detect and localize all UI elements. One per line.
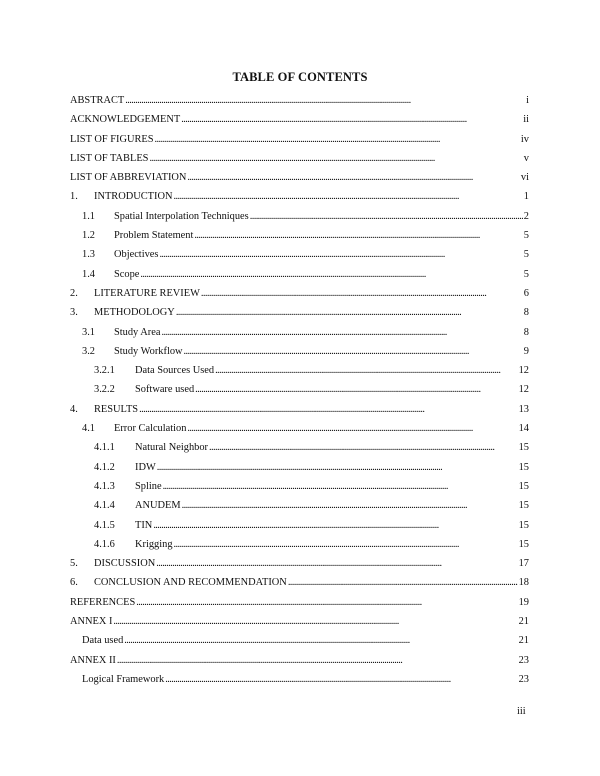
toc-entry-number: 4.1.3 — [94, 480, 115, 492]
toc-entry-number: 4.1 — [82, 423, 95, 435]
toc-entry-number: 4. — [70, 403, 78, 415]
dot-leader — [195, 380, 517, 399]
toc-entry[interactable] — [70, 612, 529, 631]
toc-entry[interactable] — [70, 91, 529, 110]
toc-entry[interactable] — [70, 535, 529, 554]
toc-entry-page: i — [526, 95, 529, 106]
page-title: TABLE OF CONTENTS — [232, 70, 368, 84]
toc-entry-number: 3. — [70, 307, 78, 319]
toc-entry[interactable] — [70, 284, 529, 303]
dot-leader — [184, 342, 523, 361]
toc-entry[interactable] — [70, 477, 529, 496]
toc-entry-page: ii — [523, 114, 529, 126]
toc-entry[interactable] — [70, 149, 529, 168]
toc-entry-label: Data Sources Used — [135, 365, 215, 377]
toc-entry-label: METHODOLOGY — [94, 307, 175, 319]
toc-entry-label: Natural Neighbor — [135, 442, 208, 454]
toc-entry[interactable] — [70, 323, 529, 342]
toc-entry-page: 12 — [518, 365, 529, 377]
toc-entry-page: 8 — [523, 307, 529, 319]
toc-entry-page: 15 — [518, 480, 529, 492]
toc-entry-page: 12 — [518, 384, 529, 396]
toc-entry[interactable] — [70, 207, 529, 226]
toc-entry-page: 18 — [518, 577, 529, 589]
toc-entry-number: 4.1.2 — [94, 461, 115, 473]
toc-entry[interactable] — [70, 361, 529, 380]
toc-entry-label: IDW — [135, 461, 156, 473]
toc-entry-number: 4.1.4 — [94, 500, 115, 512]
toc-entry-page: 8 — [523, 326, 529, 338]
toc-entry-page: 17 — [518, 558, 529, 570]
toc-entry-number: 4.1.5 — [94, 519, 115, 531]
toc-entry[interactable] — [70, 168, 529, 187]
toc-entry-page: 15 — [518, 500, 529, 512]
dot-leader — [250, 207, 523, 226]
toc-entry-label: Logical Framework — [82, 673, 165, 685]
dot-leader — [181, 110, 522, 129]
toc-entry-label: Krigging — [135, 538, 173, 550]
toc-entry-page: 15 — [518, 461, 529, 473]
toc-entry-label: Study Area — [114, 326, 161, 338]
toc-entry[interactable] — [70, 400, 529, 419]
toc-entry-number: 1.2 — [82, 230, 95, 242]
toc-entry-label: ANNEX I — [70, 616, 113, 628]
dot-leader — [161, 323, 522, 342]
toc-entry-label: Scope — [114, 268, 140, 280]
dot-leader — [124, 631, 517, 650]
toc-entry[interactable] — [70, 458, 529, 477]
toc-entry[interactable] — [70, 554, 529, 573]
toc-entry-page: iv — [520, 133, 529, 145]
toc-entry-label: CONCLUSION AND RECOMMENDATION — [94, 577, 287, 589]
toc-entry-page: 15 — [518, 538, 529, 550]
toc-entry-label: Error Calculation — [114, 423, 187, 435]
toc-entry[interactable] — [70, 573, 529, 592]
toc-entry[interactable] — [70, 265, 529, 284]
toc-entry-page: 15 — [518, 442, 529, 454]
toc-entry-page: 23 — [518, 654, 529, 666]
toc-entry[interactable] — [70, 380, 529, 399]
toc-entry-number: 6. — [70, 577, 78, 589]
dot-leader — [174, 187, 523, 206]
toc-entry-label: TIN — [135, 519, 153, 531]
toc-entry-label: REFERENCES — [70, 596, 136, 608]
toc-entry-page: 2 — [523, 210, 529, 222]
toc-entry-label: Problem Statement — [114, 230, 194, 242]
dot-leader — [117, 651, 518, 670]
dot-leader — [182, 496, 518, 515]
dot-leader — [209, 438, 518, 457]
toc-entry[interactable] — [70, 187, 529, 206]
toc-entry-label: Objectives — [114, 249, 159, 261]
toc-entry-label: LIST OF ABBREVIATION — [70, 172, 187, 184]
dot-leader — [187, 419, 517, 438]
dot-leader — [157, 458, 518, 477]
toc-entry-page: 15 — [518, 519, 529, 531]
toc-entry[interactable] — [70, 631, 529, 650]
table-of-contents — [70, 91, 529, 689]
toc-entry[interactable] — [70, 110, 529, 129]
toc-entry[interactable] — [70, 419, 529, 438]
toc-entry-page: vi — [520, 172, 529, 184]
dot-leader — [139, 400, 518, 419]
toc-entry-label: ABSTRACT — [70, 95, 125, 106]
toc-entry[interactable] — [70, 651, 529, 670]
toc-entry-page: 23 — [518, 673, 529, 685]
toc-entry[interactable] — [70, 438, 529, 457]
toc-entry[interactable] — [70, 496, 529, 515]
toc-entry-page: 5 — [523, 268, 529, 280]
toc-entry-number: 3.2 — [82, 345, 95, 357]
toc-entry-number: 2. — [70, 287, 78, 299]
toc-entry-label: ANNEX II — [70, 654, 116, 666]
toc-entry[interactable] — [70, 670, 529, 689]
dot-leader — [194, 226, 522, 245]
toc-entry[interactable] — [70, 303, 529, 322]
dot-leader — [163, 477, 518, 496]
toc-entry-label: ANUDEM — [135, 500, 181, 512]
toc-entry-page: 13 — [518, 403, 529, 415]
dot-leader — [153, 516, 517, 535]
toc-entry-label: RESULTS — [94, 403, 139, 415]
toc-entry-number: 3.2.2 — [94, 384, 115, 396]
dot-leader — [140, 265, 522, 284]
dot-leader — [215, 361, 518, 380]
toc-entry-label: LIST OF FIGURES — [70, 133, 154, 145]
toc-entry-number: 5. — [70, 558, 78, 570]
toc-entry-page: 1 — [523, 191, 529, 203]
toc-entry-number: 1.4 — [82, 268, 95, 280]
page-number: iii — [517, 706, 526, 717]
toc-entry-page: 6 — [523, 287, 529, 299]
dot-leader — [165, 670, 517, 689]
dot-leader — [136, 593, 517, 612]
toc-entry-number: 3.1 — [82, 326, 95, 338]
toc-entry-number: 1.3 — [82, 249, 95, 261]
toc-entry-number: 1.1 — [82, 210, 95, 222]
toc-entry-page: 14 — [518, 423, 529, 435]
toc-entry-label: DISCUSSION — [94, 558, 156, 570]
dot-leader — [155, 130, 520, 149]
toc-entry-page: 5 — [523, 249, 529, 261]
toc-entry[interactable] — [70, 130, 529, 149]
toc-entry[interactable] — [70, 226, 529, 245]
toc-entry-number: 4.1.1 — [94, 442, 115, 454]
dot-leader — [176, 303, 523, 322]
toc-entry[interactable] — [70, 516, 529, 535]
toc-entry-number: 3.2.1 — [94, 365, 115, 377]
toc-entry-page: v — [523, 152, 529, 164]
dot-leader — [288, 573, 518, 592]
dot-leader — [187, 168, 519, 187]
toc-entry-number: 1. — [70, 191, 78, 203]
toc-entry-label: LITERATURE REVIEW — [94, 287, 200, 299]
toc-entry-label: Data used — [82, 635, 124, 647]
dot-leader — [156, 554, 517, 573]
dot-leader — [201, 284, 523, 303]
toc-entry-label: Spatial Interpolation Techniques — [114, 210, 249, 222]
dot-leader — [125, 91, 525, 110]
toc-entry-label: Software used — [135, 384, 195, 396]
toc-entry-number: 4.1.6 — [94, 538, 115, 550]
toc-entry-label: LIST OF TABLES — [70, 152, 149, 164]
dot-leader — [174, 535, 518, 554]
toc-entry-page: 9 — [523, 345, 529, 357]
dot-leader — [149, 149, 522, 168]
toc-entry[interactable] — [70, 342, 529, 361]
toc-entry[interactable] — [70, 245, 529, 264]
toc-entry-page: 5 — [523, 230, 529, 242]
toc-entry-page: 19 — [518, 596, 529, 608]
toc-entry-label: INTRODUCTION — [94, 191, 173, 203]
toc-entry-label: ACKNOWLEDGEMENT — [70, 114, 181, 126]
toc-entry-label: Study Workflow — [114, 345, 183, 357]
toc-entry-page: 21 — [518, 635, 529, 647]
dot-leader — [113, 612, 517, 631]
toc-entry-label: Spline — [135, 480, 162, 492]
toc-entry-page: 21 — [518, 616, 529, 628]
dot-leader — [159, 245, 522, 264]
toc-entry[interactable] — [70, 593, 529, 612]
